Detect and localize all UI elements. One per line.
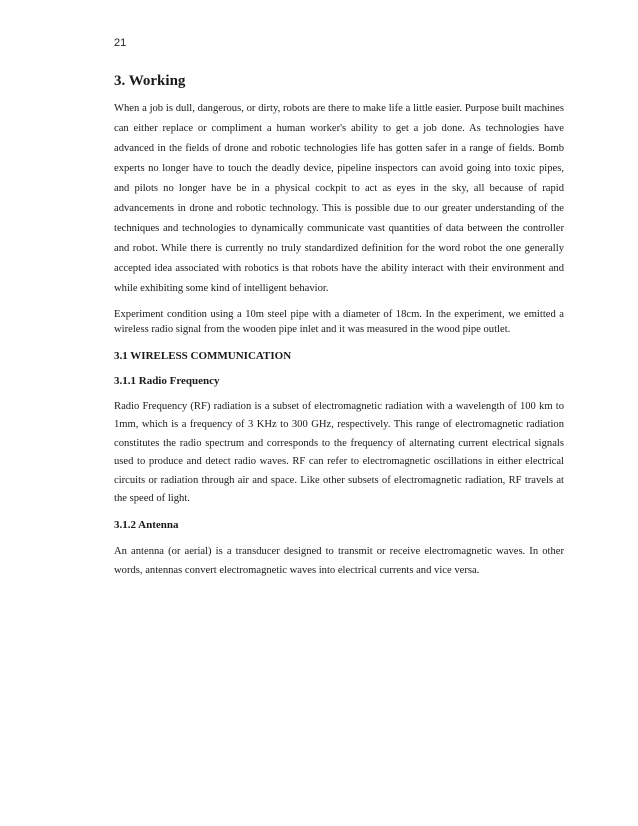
antenna-paragraph: An antenna (or aerial) is a transducer designed to transmit or receive electromagnetic waves. In other words, antennas convert electromagnetic waves into electrical currents and vice versa. <box>114 546 564 577</box>
page-content <box>114 72 564 588</box>
section-title: 3. Working <box>114 73 186 89</box>
subsection-title: 3.1 WIRELESS COMMUNICATION <box>114 350 292 362</box>
working-paragraph-1: When a job is dull, dangerous, or dirty, robots are there to make life a little easier. Purpose built machines can either replace or compliment a human worker's ability to get a job done. As technologies have advanced in the fields of drone and robotic technologies life has gotten safer in a range of fields. Bomb experts no longer have to touch the deadly device, pipeline inspectors can avoid going into toxic pipes, and pilots no longer have be in a physical cockpit to act as eyes in the sky, all because of rapid advancements in drone and robotic technology. This is possible due to our greater understanding of the techniques and technologies to dynamically communicate vast quantities of data between the controller and robot. While there is currently no truly standardized definition for the word robot the one generally accepted idea associated with robotics is that robots have the ability interact with their environment and while exhibiting some kind of intelligent behavior. <box>114 103 564 294</box>
page-number: 21 <box>114 37 127 49</box>
rf-paragraph: Radio Frequency (RF) radiation is a subset of electromagnetic radiation with a wavelength of 100 km to 1mm, which is a frequency of 3 KHz to 300 GHz, respectively. This range of electromagnetic radiation constitutes the radio spectrum and corresponds to the frequency of alternating current electrical signals used to produce and detect radio waves. RF can refer to electromagnetic oscillations in either electrical circuits or radiation through air and space. Like other subsets of electromagnetic radiation, RF travels at the speed of light. <box>114 401 564 505</box>
rf-heading: 3.1.1 Radio Frequency <box>114 375 220 387</box>
antenna-heading: 3.1.2 Antenna <box>114 519 179 532</box>
working-paragraph-2: Experiment condition using a 10m steel pipe with a diameter of 18cm. In the experiment, we emitted a wireless radio signal from the wooden pipe inlet and it was measured in the wood pipe outlet. <box>114 309 564 335</box>
